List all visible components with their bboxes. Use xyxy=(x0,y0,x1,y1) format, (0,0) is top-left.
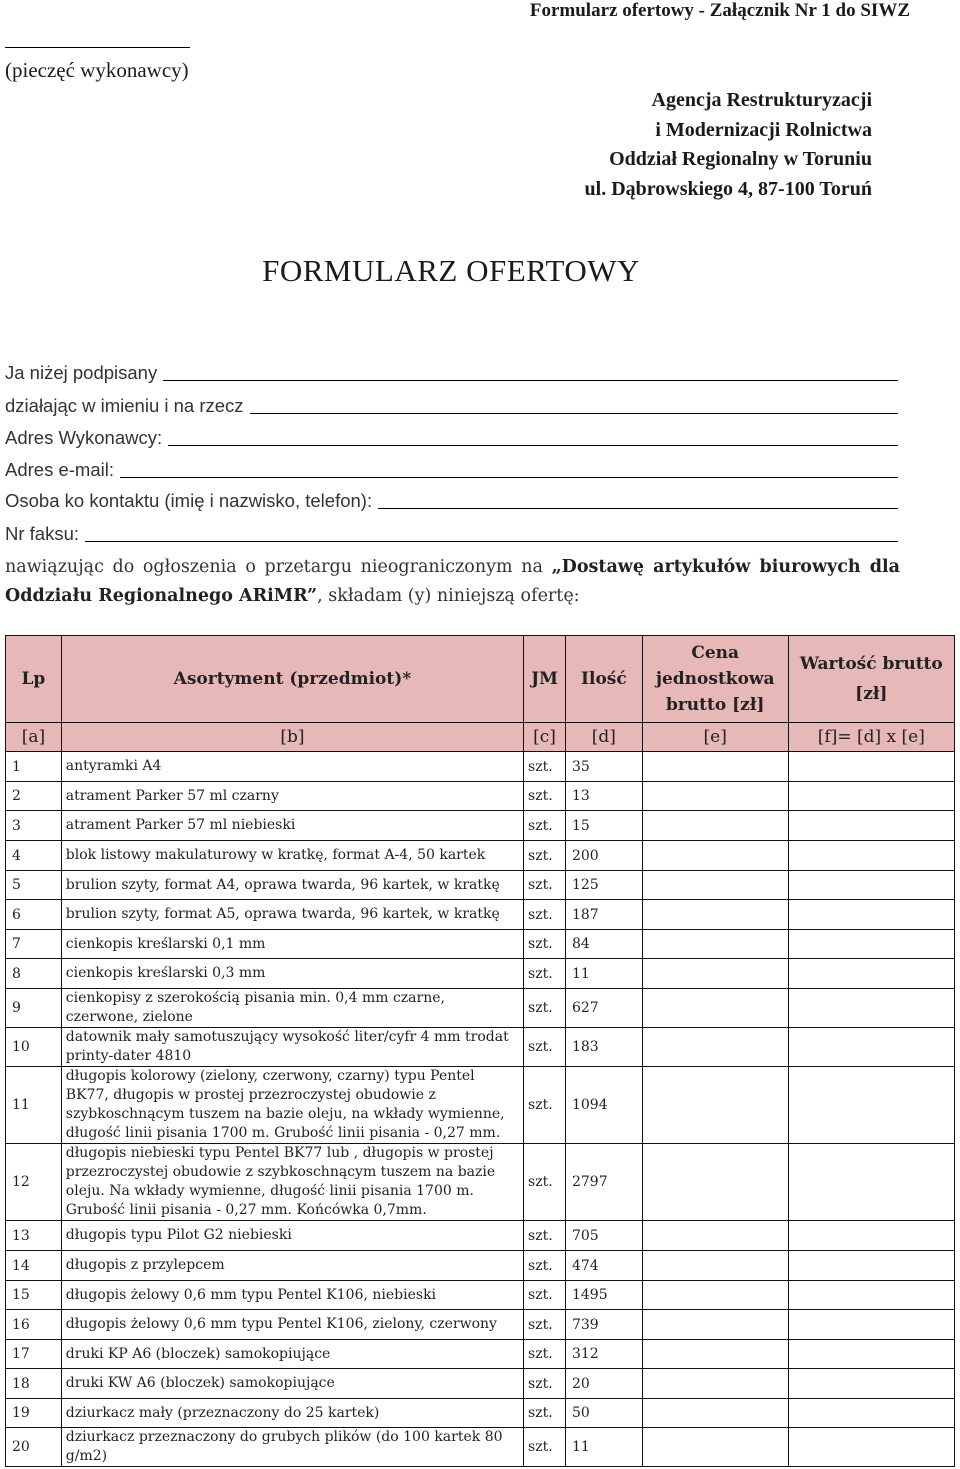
code-a: [a] xyxy=(6,723,62,752)
row-unit: szt. xyxy=(524,900,566,930)
header-qty: Ilość xyxy=(565,636,642,723)
contact-field[interactable] xyxy=(5,490,898,512)
header-lp: Lp xyxy=(6,636,62,723)
intro-text-end: , składam (y) niniejszą ofertę: xyxy=(317,586,580,606)
signer-field[interactable] xyxy=(5,362,898,384)
recipient-line-1: Agencja Restrukturyzacji xyxy=(651,89,872,111)
intro-text: nawiązując do ogłoszenia o przetargu nieograniczonym na xyxy=(5,557,543,577)
row-qty: 84 xyxy=(565,930,642,959)
row-unit: szt. xyxy=(524,1281,566,1310)
document-title: Formularz ofertowy - Załącznik Nr 1 do SIWZ xyxy=(529,0,910,21)
acting-for-input-line[interactable] xyxy=(250,397,898,414)
table-body xyxy=(6,752,955,1467)
row-item: druki KP A6 (bloczek) samokopiujące xyxy=(61,1340,523,1369)
row-value-input[interactable] xyxy=(788,1281,954,1310)
row-lp: 10 xyxy=(6,1028,62,1067)
row-item: dziurkacz przeznaczony do grubych plików (do 100 kartek 80 g/m2) xyxy=(61,1428,523,1467)
row-lp: 1 xyxy=(6,752,62,782)
intro-paragraph xyxy=(5,553,900,611)
row-value-input[interactable] xyxy=(788,959,954,989)
row-price-input[interactable] xyxy=(642,782,788,811)
row-unit: szt. xyxy=(524,841,566,871)
row-qty: 183 xyxy=(565,1028,642,1067)
row-item: blok listowy makulaturowy w kratkę, format A-4, 50 kartek xyxy=(61,841,523,871)
header-price: Cena jednostkowa brutto [zł] xyxy=(642,636,788,723)
row-price-input[interactable] xyxy=(642,1340,788,1369)
row-item: druki KW A6 (bloczek) samokopiujące xyxy=(61,1369,523,1399)
row-unit: szt. xyxy=(524,1028,566,1067)
row-price-input[interactable] xyxy=(642,1369,788,1399)
table-row xyxy=(6,1028,955,1067)
row-unit: szt. xyxy=(524,1251,566,1281)
code-b: [b] xyxy=(61,723,523,752)
row-qty: 35 xyxy=(565,752,642,782)
row-qty: 187 xyxy=(565,900,642,930)
table-row xyxy=(6,1399,955,1428)
row-item: długopis żelowy 0,6 mm typu Pentel K106, zielony, czerwony xyxy=(61,1310,523,1340)
row-qty: 11 xyxy=(565,1428,642,1467)
row-unit: szt. xyxy=(524,752,566,782)
row-price-input[interactable] xyxy=(642,930,788,959)
fax-input-line[interactable] xyxy=(85,525,898,542)
contact-label: Osoba ko kontaktu (imię i nazwisko, telefon): xyxy=(5,490,373,511)
acting-for-field[interactable] xyxy=(5,395,898,417)
table-row xyxy=(6,1340,955,1369)
row-unit: szt. xyxy=(524,1369,566,1399)
row-unit: szt. xyxy=(524,1340,566,1369)
row-item: cienkopis kreślarski 0,3 mm xyxy=(61,959,523,989)
row-value-input[interactable] xyxy=(788,752,954,782)
row-unit: szt. xyxy=(524,989,566,1028)
row-price-input[interactable] xyxy=(642,900,788,930)
row-item: brulion szyty, format A4, oprawa twarda, 96 kartek, w kratkę xyxy=(61,871,523,900)
fax-label: Nr faksu: xyxy=(5,523,80,544)
row-lp: 11 xyxy=(6,1067,62,1144)
row-lp: 8 xyxy=(6,959,62,989)
row-unit: szt. xyxy=(524,782,566,811)
table-row xyxy=(6,841,955,871)
row-lp: 2 xyxy=(6,782,62,811)
row-lp: 4 xyxy=(6,841,62,871)
row-qty: 11 xyxy=(565,959,642,989)
table-row xyxy=(6,1281,955,1310)
row-value-input[interactable] xyxy=(788,1251,954,1281)
form-title: FORMULARZ OFERTOWY xyxy=(262,253,640,288)
row-lp: 19 xyxy=(6,1399,62,1428)
header-item: Asortyment (przedmiot)* xyxy=(61,636,523,723)
header-unit: JM xyxy=(524,636,566,723)
row-item: długopis z przylepcem xyxy=(61,1251,523,1281)
row-value-input[interactable] xyxy=(788,1399,954,1428)
row-qty: 15 xyxy=(565,811,642,841)
header-value: Wartość brutto [zł] xyxy=(788,636,954,723)
email-input-line[interactable] xyxy=(120,461,898,478)
table-row xyxy=(6,1369,955,1399)
signer-label: Ja niżej podpisany xyxy=(5,362,158,383)
row-item: długopis żelowy 0,6 mm typu Pentel K106, niebieski xyxy=(61,1281,523,1310)
row-value-input[interactable] xyxy=(788,1340,954,1369)
code-e: [e] xyxy=(642,723,788,752)
row-unit: szt. xyxy=(524,1067,566,1144)
row-value-input[interactable] xyxy=(788,871,954,900)
row-price-input[interactable] xyxy=(642,989,788,1028)
row-qty: 20 xyxy=(565,1369,642,1399)
row-item: cienkopis kreślarski 0,1 mm xyxy=(61,930,523,959)
row-unit: szt. xyxy=(524,1144,566,1221)
code-f: [f]= [d] x [e] xyxy=(788,723,954,752)
fax-field[interactable] xyxy=(5,523,898,545)
row-unit: szt. xyxy=(524,1310,566,1340)
table-row xyxy=(6,989,955,1028)
table-header-row xyxy=(6,636,955,723)
row-value-input[interactable] xyxy=(788,811,954,841)
row-item: długopis niebieski typu Pentel BK77 lub , długopis w prostej przezroczystej obudowie z szybkoschnącym tuszem na bazie oleju. Na wkłady wymienne, długość linii pisania 1700 m. Grubość linii pisania - 0,27 mm. Końcówka 0,7mm. xyxy=(61,1144,523,1221)
row-value-input[interactable] xyxy=(788,1028,954,1067)
row-price-input[interactable] xyxy=(642,1399,788,1428)
row-price-input[interactable] xyxy=(642,811,788,841)
table-row xyxy=(6,782,955,811)
row-item: atrament Parker 57 ml czarny xyxy=(61,782,523,811)
row-lp: 13 xyxy=(6,1221,62,1251)
row-item: długopis typu Pilot G2 niebieski xyxy=(61,1221,523,1251)
row-unit: szt. xyxy=(524,1221,566,1251)
row-unit: szt. xyxy=(524,1399,566,1428)
row-value-input[interactable] xyxy=(788,782,954,811)
code-d: [d] xyxy=(565,723,642,752)
row-value-input[interactable] xyxy=(788,900,954,930)
row-lp: 5 xyxy=(6,871,62,900)
table-row xyxy=(6,930,955,959)
table-row xyxy=(6,959,955,989)
row-price-input[interactable] xyxy=(642,1281,788,1310)
row-value-input[interactable] xyxy=(788,841,954,871)
table-row xyxy=(6,1144,955,1221)
row-qty: 705 xyxy=(565,1221,642,1251)
row-qty: 312 xyxy=(565,1340,642,1369)
row-item: brulion szyty, format A5, oprawa twarda, 96 kartek, w kratkę xyxy=(61,900,523,930)
row-value-input[interactable] xyxy=(788,1067,954,1144)
offer-table xyxy=(5,635,955,1467)
row-price-input[interactable] xyxy=(642,1428,788,1467)
row-lp: 18 xyxy=(6,1369,62,1399)
address-label: Adres Wykonawcy: xyxy=(5,427,163,448)
row-price-input[interactable] xyxy=(642,1144,788,1221)
row-lp: 12 xyxy=(6,1144,62,1221)
table-row xyxy=(6,871,955,900)
table-row xyxy=(6,1251,955,1281)
row-price-input[interactable] xyxy=(642,1310,788,1340)
intro-subject: „Dostawę artykułów biurowych dla Oddziału Regionalnego ARiMR” xyxy=(5,557,900,606)
recipient-line-4: ul. Dąbrowskiego 4, 87-100 Toruń xyxy=(584,177,872,200)
row-unit: szt. xyxy=(524,811,566,841)
table-row xyxy=(6,1067,955,1144)
row-lp: 3 xyxy=(6,811,62,841)
row-price-input[interactable] xyxy=(642,959,788,989)
recipient-line-3: Oddział Regionalny w Toruniu xyxy=(609,148,872,170)
row-unit: szt. xyxy=(524,930,566,959)
row-qty: 200 xyxy=(565,841,642,871)
stamp-signature-line xyxy=(5,47,190,48)
row-lp: 17 xyxy=(6,1340,62,1369)
row-unit: szt. xyxy=(524,871,566,900)
row-qty: 474 xyxy=(565,1251,642,1281)
row-unit: szt. xyxy=(524,1428,566,1467)
row-price-input[interactable] xyxy=(642,1067,788,1144)
email-field[interactable] xyxy=(5,459,898,481)
row-qty: 13 xyxy=(565,782,642,811)
table-row xyxy=(6,811,955,841)
row-lp: 20 xyxy=(6,1428,62,1467)
row-value-input[interactable] xyxy=(788,930,954,959)
row-lp: 6 xyxy=(6,900,62,930)
row-price-input[interactable] xyxy=(642,841,788,871)
row-price-input[interactable] xyxy=(642,871,788,900)
recipient-address xyxy=(585,86,872,204)
row-price-input[interactable] xyxy=(642,1251,788,1281)
row-value-input[interactable] xyxy=(788,1369,954,1399)
row-price-input[interactable] xyxy=(642,1221,788,1251)
row-item: cienkopisy z szerokością pisania min. 0,4 mm czarne, czerwone, zielone xyxy=(61,989,523,1028)
row-value-input[interactable] xyxy=(788,1428,954,1467)
address-field[interactable] xyxy=(5,427,898,449)
row-lp: 9 xyxy=(6,989,62,1028)
row-lp: 15 xyxy=(6,1281,62,1310)
table-row xyxy=(6,752,955,782)
row-item: antyramki A4 xyxy=(61,752,523,782)
row-value-input[interactable] xyxy=(788,989,954,1028)
row-qty: 1094 xyxy=(565,1067,642,1144)
signer-input-line[interactable] xyxy=(163,364,898,381)
acting-for-label: działając w imieniu i na rzecz xyxy=(5,395,244,416)
email-label: Adres e-mail: xyxy=(5,459,114,480)
row-qty: 739 xyxy=(565,1310,642,1340)
row-item: datownik mały samotuszujący wysokość liter/cyfr 4 mm trodat printy-dater 4810 xyxy=(61,1028,523,1067)
row-value-input[interactable] xyxy=(788,1221,954,1251)
contact-input-line[interactable] xyxy=(378,492,898,509)
table-codes-row xyxy=(6,723,955,752)
row-price-input[interactable] xyxy=(642,1028,788,1067)
row-lp: 7 xyxy=(6,930,62,959)
table-row xyxy=(6,900,955,930)
row-qty: 125 xyxy=(565,871,642,900)
stamp-label: (pieczęć wykonawcy) xyxy=(5,58,189,82)
table-row xyxy=(6,1428,955,1467)
row-lp: 14 xyxy=(6,1251,62,1281)
row-qty: 50 xyxy=(565,1399,642,1428)
recipient-line-2: i Modernizacji Rolnictwa xyxy=(655,118,872,141)
row-unit: szt. xyxy=(524,959,566,989)
row-value-input[interactable] xyxy=(788,1310,954,1340)
table-row xyxy=(6,1221,955,1251)
row-item: atrament Parker 57 ml niebieski xyxy=(61,811,523,841)
row-qty: 2797 xyxy=(565,1144,642,1221)
row-qty: 1495 xyxy=(565,1281,642,1310)
code-c: [c] xyxy=(524,723,566,752)
row-qty: 627 xyxy=(565,989,642,1028)
table-row xyxy=(6,1310,955,1340)
row-price-input[interactable] xyxy=(642,752,788,782)
row-item: dziurkacz mały (przeznaczony do 25 kartek) xyxy=(61,1399,523,1428)
row-value-input[interactable] xyxy=(788,1144,954,1221)
address-input-line[interactable] xyxy=(168,429,898,446)
row-lp: 16 xyxy=(6,1310,62,1340)
row-item: długopis kolorowy (zielony, czerwony, czarny) typu Pentel BK77, długopis w prostej przezroczystej obudowie z szybkoschnącym tuszem na bazie oleju, na wkłady wymienne, długość linii pisania 1700 m. Grubość linii pisania - 0,27 mm. xyxy=(61,1067,523,1144)
